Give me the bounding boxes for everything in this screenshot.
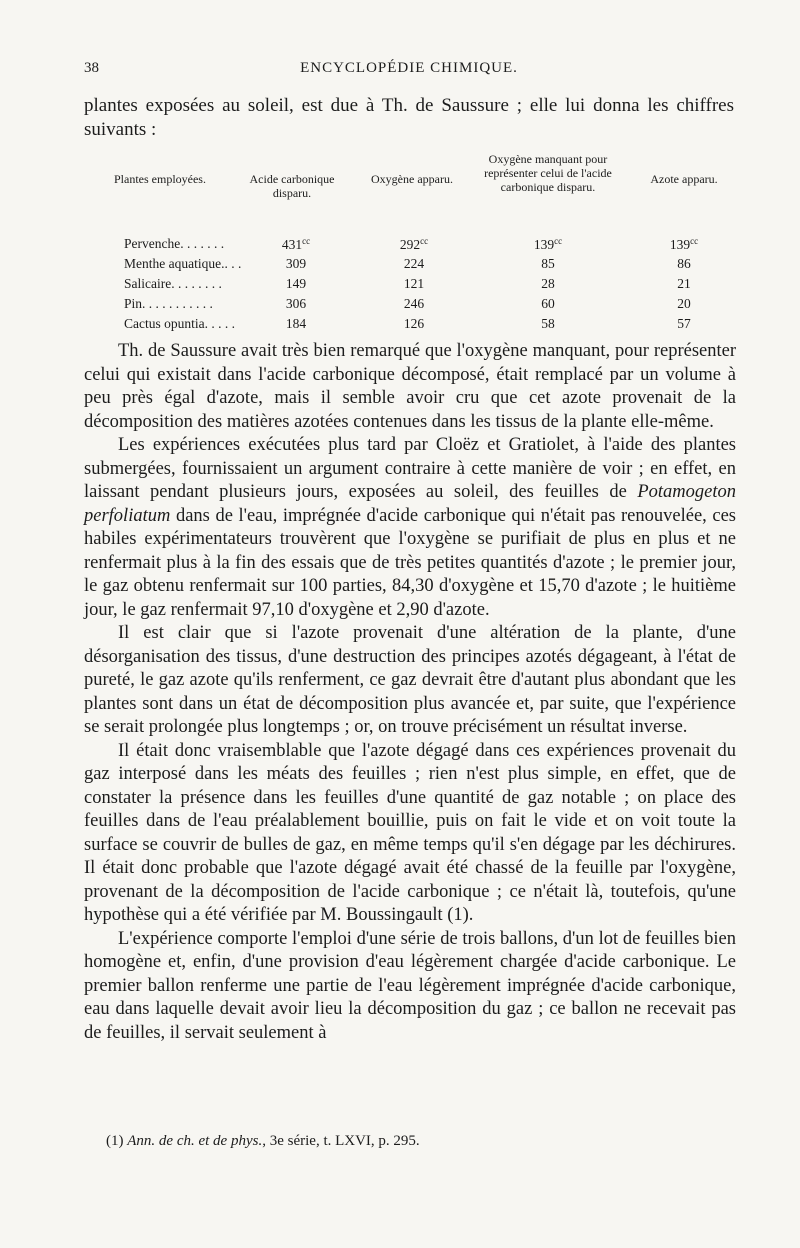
nitrogen-value: 21 bbox=[677, 276, 691, 291]
footnote bbox=[106, 1133, 420, 1150]
acid-value: 309 bbox=[285, 256, 307, 271]
missing-oxygen-value: 28 bbox=[541, 276, 555, 291]
table-row bbox=[84, 256, 734, 275]
intro-text: plantes exposées au soleil, est due à Th. de Saussure ; elle lui donna les chiffres suivants : bbox=[84, 95, 734, 140]
species-name: Potamogeton perfoliatum bbox=[84, 482, 736, 526]
col-header-acid: Acide carbonique disparu. bbox=[249, 172, 335, 200]
oxygen-value: 126 bbox=[403, 316, 425, 331]
acid-value: 306 bbox=[285, 296, 307, 311]
nitrogen-value: $139^{cc}$ bbox=[669, 236, 699, 252]
col-header-missing-oxygen: Oxygène manquant pour représenter celui de l'acide carbonique disparu. bbox=[484, 152, 612, 194]
footnote-journal: Ann. de ch. et de phys. bbox=[127, 1133, 263, 1149]
paragraph: L'expérience comporte l'emploi d'une série de trois ballons, d'un lot de feuilles bien homogène et, enfin, d'une provision d'eau légèrement chargée d'acide carbonique. Le premier ballon renferme une partie de l'eau légèrement imprégnée d'acide carbonique, eau dans laquelle devait avoir lieu la décomposition du gaz ; ce ballon ne recevait pas de feuilles, il servait seulement à bbox=[84, 928, 736, 1043]
footnote-marker: (1) bbox=[106, 1133, 124, 1149]
nitrogen-value: 86 bbox=[677, 256, 691, 271]
running-title: ENCYCLOPÉDIE CHIMIQUE. bbox=[300, 60, 518, 76]
col-header-oxygen: Oxygène apparu. bbox=[371, 172, 453, 186]
missing-oxygen-value: 60 bbox=[541, 296, 555, 311]
page-number: 38 bbox=[84, 60, 99, 76]
nitrogen-value: 57 bbox=[677, 316, 691, 331]
acid-value: 184 bbox=[285, 316, 307, 331]
missing-oxygen-value: $139^{cc}$ bbox=[533, 236, 563, 252]
table-row bbox=[84, 296, 734, 315]
acid-value: $431^{cc}$ bbox=[281, 236, 311, 252]
table-row bbox=[84, 316, 734, 335]
oxygen-value: $292^{cc}$ bbox=[399, 236, 429, 252]
row-label: Menthe aquatique.. . . bbox=[124, 256, 242, 271]
table-row bbox=[84, 236, 734, 255]
col-header-nitrogen: Azote apparu. bbox=[650, 172, 718, 186]
paragraph: Il est clair que si l'azote provenait d'une altération de la plante, d'une désorganisation des tissus, d'une destruction des principes azotés dégageant, à l'état de pureté, le gaz azote qu'ils renferment, ce gaz devrait être d'autant plus abondant que les plantes sont dans un état de décomposition plus avancée et, par suite, que l'expérience se serait prolongée plus longtemps ; or, on trouve précisément un résultat inverse. bbox=[84, 623, 736, 737]
body-text bbox=[84, 340, 736, 1045]
paragraph: Les expériences exécutées plus tard par Cloëz et Gratiolet, à l'aide des plantes submergées, fournissaient un argument contraire à cette manière de voir ; en effet, en laissant pendant plusieurs jours, exposées au soleil, des feuilles de Potamogeton perfoliatum dans de l'eau, imprégnée d'acide carbonique qui n'était pas renouvelée, ces habiles expérimentateurs trouvèrent que l'oxygène se purifiait de plus en plus et ne renfermait plus à la fin des essais que de très petites quantités d'azote ; le premier jour, le gaz obtenu renfermait sur 100 parties, 84,30 d'oxygène et 15,70 d'azote ; le huitième jour, le gaz renfermait 97,10 d'oxygène et 2,90 d'azote. bbox=[84, 435, 736, 620]
row-label: Pervenche. . . . . . . bbox=[124, 236, 225, 251]
col-header-plants: Plantes employées. bbox=[114, 172, 206, 186]
oxygen-value: 246 bbox=[403, 296, 425, 311]
nitrogen-value: 20 bbox=[677, 296, 691, 311]
acid-value: 149 bbox=[285, 276, 307, 291]
missing-oxygen-value: 58 bbox=[541, 316, 555, 331]
paragraph: Il était donc vraisemblable que l'azote dégagé dans ces expériences provenait du gaz interposé dans les méats des feuilles ; rien n'est plus simple, en effet, que de constater la présence dans les feuilles d'une quantité de gaz notable ; on place des feuilles dans de l'eau préalablement bouillie, puis on fait le vide et on voit toute la surface se couvrir de bulles de gaz, en même temps qu'il s'en dégage par les déchirures. Il était donc probable que l'azote dégagé avait été chassé de la feuille par l'oxygène, provenant de la décomposition de l'acide carbonique ; ce n'était là, toutefois, qu'une hypothèse qui a été vérifiée par M. Boussingault (1). bbox=[84, 740, 736, 925]
footnote-reference: , 3e série, t. LXVI, p. 295. bbox=[262, 1133, 420, 1149]
row-label: Cactus opuntia. . . . . bbox=[124, 316, 235, 331]
oxygen-value: 121 bbox=[403, 276, 425, 291]
oxygen-value: 224 bbox=[403, 256, 425, 271]
missing-oxygen-value: 85 bbox=[541, 256, 555, 271]
row-label: Pin. . . . . . . . . . . bbox=[124, 296, 213, 311]
data-table bbox=[84, 152, 734, 331]
row-label: Salicaire. . . . . . . . bbox=[124, 276, 222, 291]
table-row bbox=[84, 276, 734, 295]
page-header bbox=[84, 60, 734, 86]
paragraph: Th. de Saussure avait très bien remarqué que l'oxygène manquant, pour représenter celui qui existait dans l'acide carbonique décomposé, était remplacé par un volume à peu près égal d'azote, mais il semble avoir cru que cet azote provenait de la décomposition des matières azotées contenues dans les tissus de la plante elle-même. bbox=[84, 341, 736, 432]
